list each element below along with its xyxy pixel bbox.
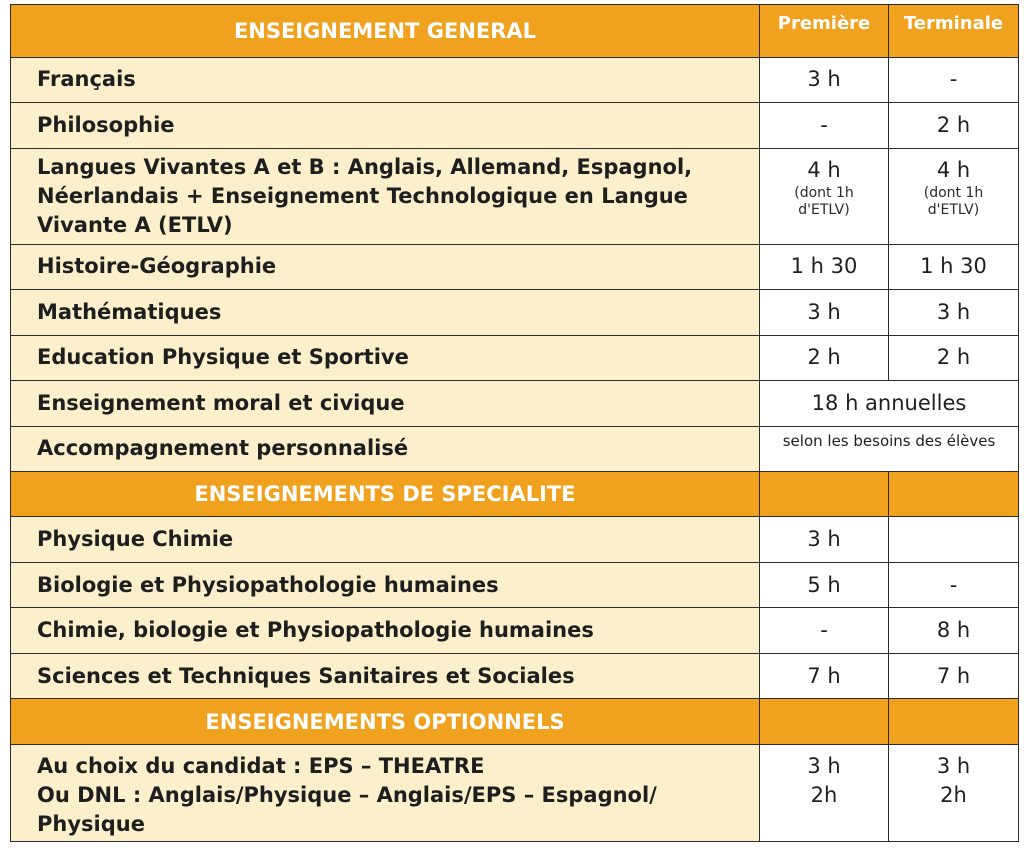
table-row — [11, 57, 1019, 102]
hours-terminale: 2 h — [889, 335, 1019, 380]
section-title-specialite: ENSEIGNEMENTS DE SPECIALITE — [11, 471, 760, 516]
table-row — [11, 517, 1019, 562]
section-title-optionnels: ENSEIGNEMENTS OPTIONNELS — [11, 699, 760, 744]
table-row — [11, 103, 1019, 148]
table-row — [11, 148, 1019, 244]
hours-premiere: 3 h — [760, 57, 889, 102]
hours-terminale: 3 h — [889, 290, 1019, 335]
hours-note: d'ETLV) — [798, 201, 850, 218]
header-row-optionnels — [11, 699, 1019, 744]
subject-line: Langues Vivantes A et B : Anglais, Allemand, Espagnol, — [37, 154, 693, 179]
section-title-general: ENSEIGNEMENT GENERAL — [11, 5, 760, 58]
header-row-general — [11, 5, 1019, 58]
hours-premiere: - — [760, 103, 889, 148]
hours-premiere: 5 h — [760, 562, 889, 607]
table-row — [11, 744, 1019, 841]
hours-both-years: 18 h annuelles — [760, 381, 1019, 426]
hours-premiere: 7 h — [760, 653, 889, 698]
hours-premiere: 2 h — [760, 335, 889, 380]
hours-value: 2h — [940, 782, 967, 807]
empty-header-cell — [889, 471, 1019, 516]
hours-note: d'ETLV) — [927, 201, 980, 218]
table-row — [11, 653, 1019, 698]
hours-premiere: - — [760, 608, 889, 653]
hours-terminale — [889, 517, 1019, 562]
subject-histoire-geographie: Histoire-Géographie — [11, 244, 760, 289]
hours-value: 4 h — [936, 157, 971, 182]
subject-eps: Education Physique et Sportive — [11, 335, 760, 380]
subject-emc: Enseignement moral et civique — [11, 381, 760, 426]
column-header-terminale: Terminale — [889, 5, 1019, 58]
hours-note: (dont 1h — [794, 184, 854, 201]
hours-terminale: - — [889, 57, 1019, 102]
subject-options — [11, 744, 760, 841]
table-row — [11, 608, 1019, 653]
hours-terminale: 1 h 30 — [889, 244, 1019, 289]
subject-francais: Français — [11, 57, 760, 102]
table-row — [11, 244, 1019, 289]
table-row — [11, 562, 1019, 607]
hours-premiere: 3 h — [760, 290, 889, 335]
hours-terminale: 8 h — [889, 608, 1019, 653]
hours-premiere: 3 h — [760, 517, 889, 562]
hours-terminale: - — [889, 562, 1019, 607]
hours-value: 4 h — [807, 157, 841, 182]
subject-line: Au choix du candidat : EPS – THEATRE — [37, 753, 485, 778]
column-header-premiere: Première — [760, 5, 889, 58]
course-hours-table — [10, 4, 1019, 842]
subject-st2s: Sciences et Techniques Sanitaires et Sociales — [11, 653, 760, 698]
hours-terminale — [889, 148, 1019, 244]
table-row — [11, 335, 1019, 380]
subject-line: Ou DNL : Anglais/Physique – Anglais/EPS – Espagnol/ — [37, 782, 657, 807]
hours-value: 3 h — [807, 753, 841, 778]
hours-premiere — [760, 744, 889, 841]
subject-biologie-physiopathologie: Biologie et Physiopathologie humaines — [11, 562, 760, 607]
hours-terminale: 2 h — [889, 103, 1019, 148]
header-row-specialite — [11, 471, 1019, 516]
subject-physique-chimie: Physique Chimie — [11, 517, 760, 562]
hours-premiere: 1 h 30 — [760, 244, 889, 289]
table-row — [11, 290, 1019, 335]
subject-philosophie: Philosophie — [11, 103, 760, 148]
hours-terminale — [889, 744, 1019, 841]
hours-note: (dont 1h — [923, 184, 984, 201]
hours-value: 2h — [810, 782, 838, 807]
subject-langues-vivantes — [11, 148, 760, 244]
subject-mathematiques: Mathématiques — [11, 290, 760, 335]
empty-header-cell — [760, 471, 889, 516]
hours-both-years: selon les besoins des élèves — [760, 426, 1019, 471]
hours-value: 3 h — [936, 753, 971, 778]
subject-accompagnement: Accompagnement personnalisé — [11, 426, 760, 471]
empty-header-cell — [760, 699, 889, 744]
subject-line: Physique — [37, 811, 145, 836]
subject-line: Néerlandais + Enseignement Technologique en Langue — [37, 183, 688, 208]
table-row — [11, 381, 1019, 426]
hours-terminale: 7 h — [889, 653, 1019, 698]
subject-chimie-biologie: Chimie, biologie et Physiopathologie humaines — [11, 608, 760, 653]
hours-premiere — [760, 148, 889, 244]
table-row — [11, 426, 1019, 471]
empty-header-cell — [889, 699, 1019, 744]
subject-line: Vivante A (ETLV) — [37, 212, 233, 237]
